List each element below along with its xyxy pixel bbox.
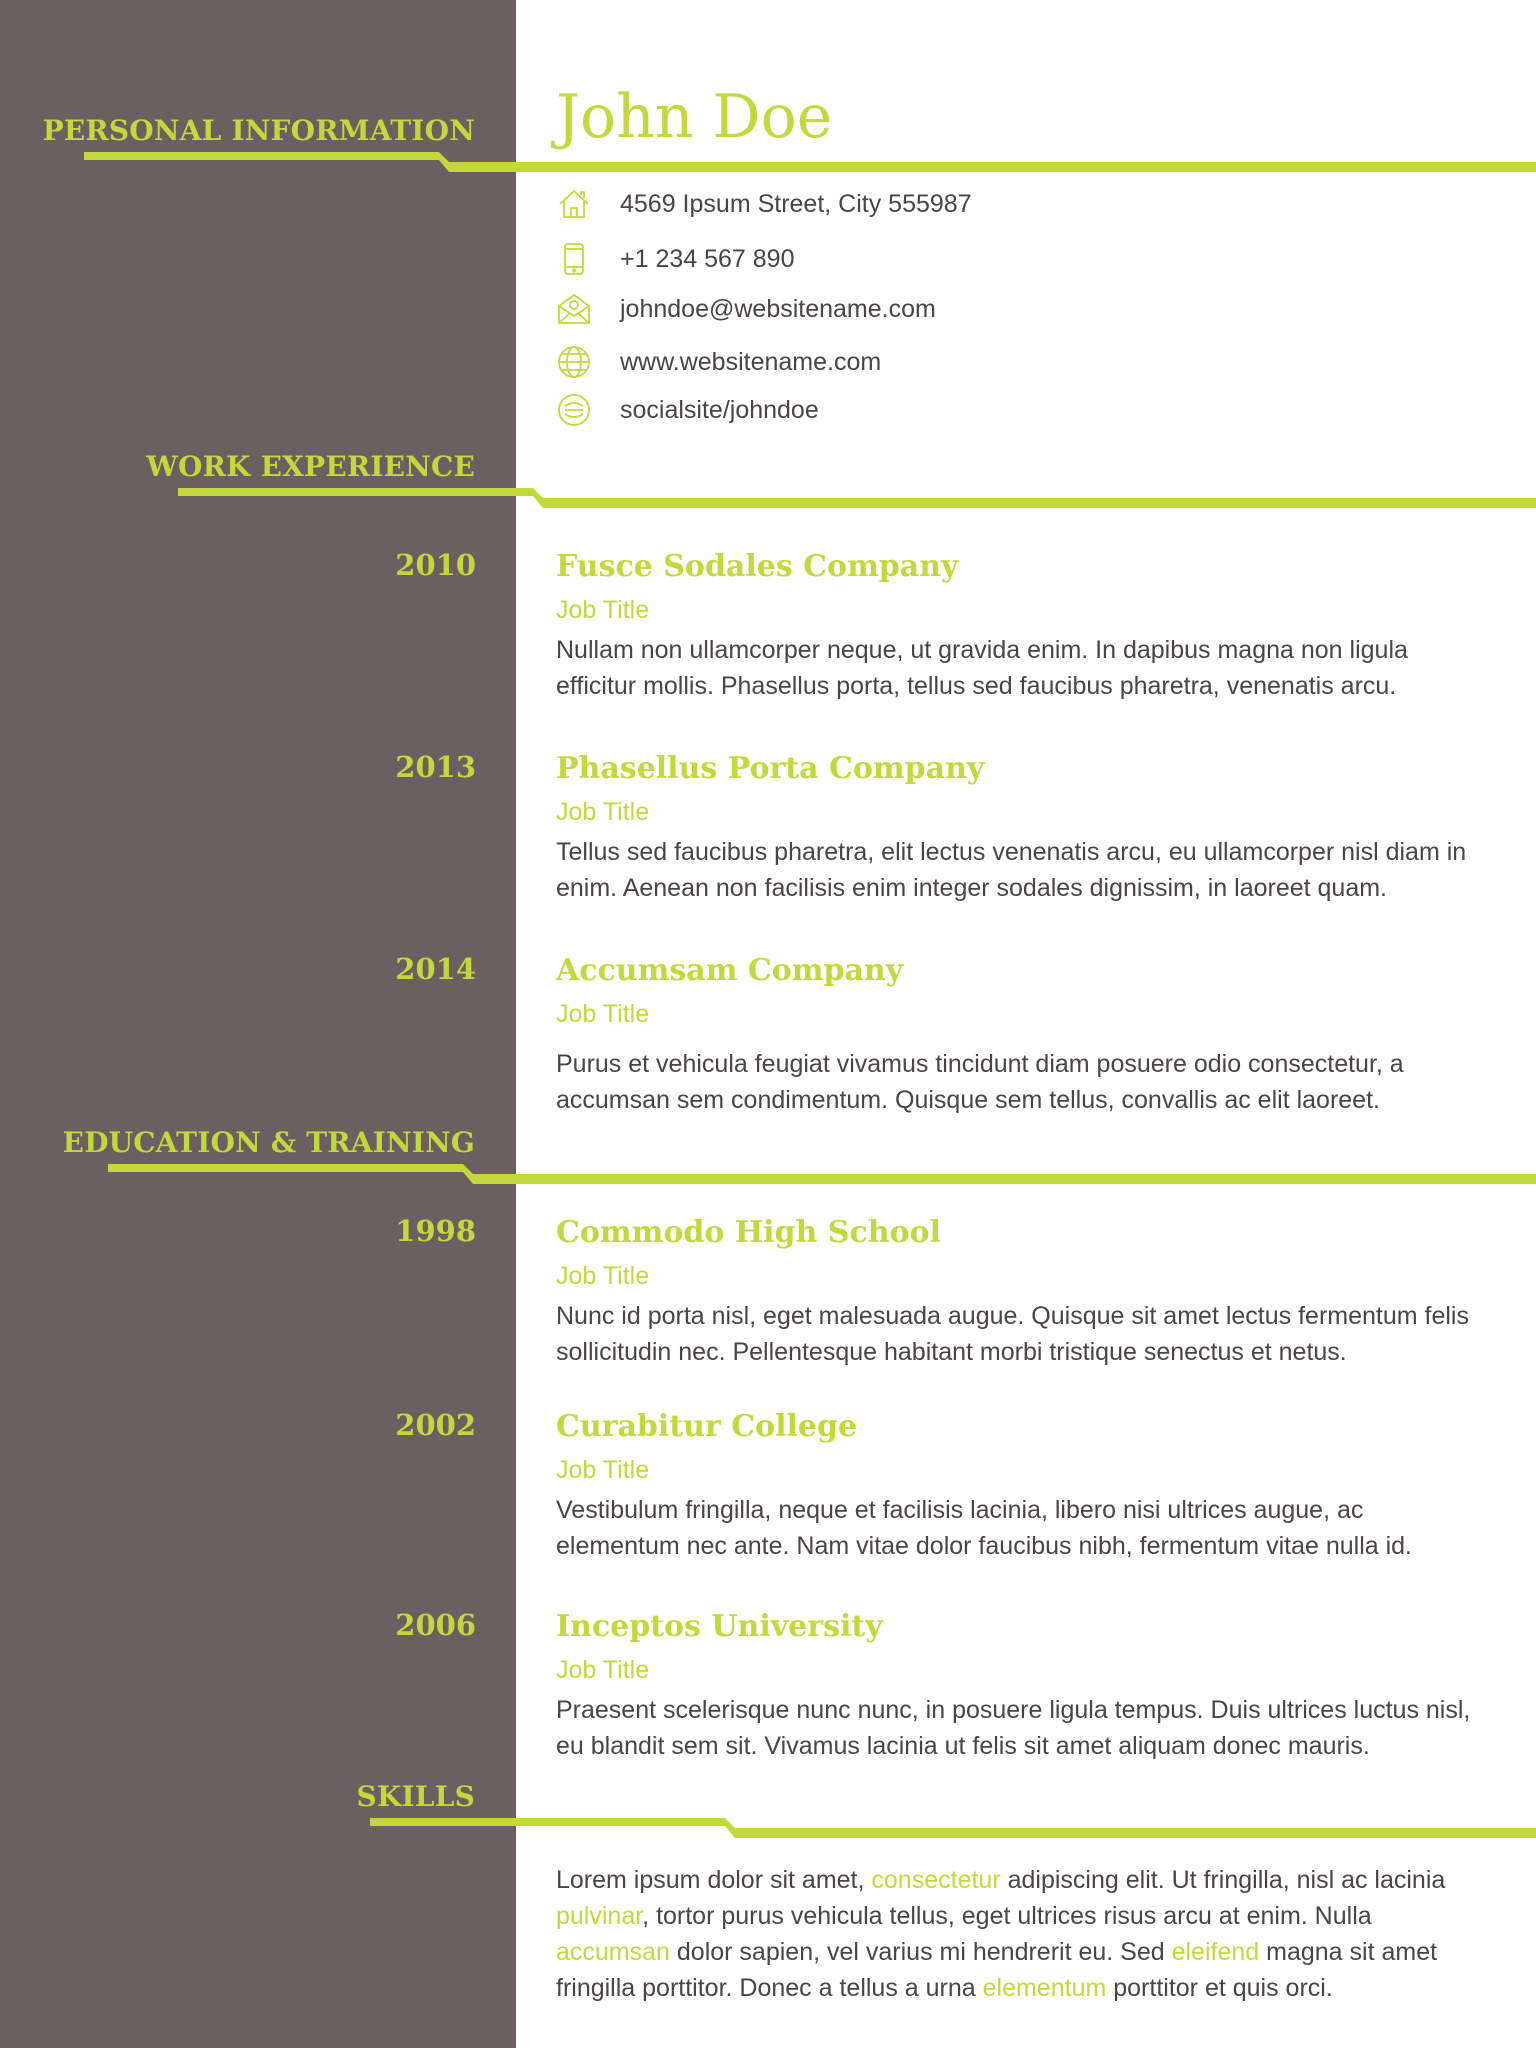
school-name: Curabitur College <box>556 1409 858 1444</box>
education-year: 2006 <box>395 1608 476 1642</box>
work-entry <box>556 546 1516 704</box>
education-year: 2002 <box>395 1408 476 1442</box>
social-icon <box>556 392 592 428</box>
skills-keyword: eleifend <box>1171 1938 1260 1966</box>
social-text[interactable]: socialsite/johndoe <box>620 396 819 424</box>
job-title: Job Title <box>556 1456 650 1484</box>
globe-icon <box>556 344 592 380</box>
job-title: Job Title <box>556 1262 650 1290</box>
skills-text: Lorem ipsum dolor sit amet, <box>556 1866 872 1894</box>
company-name: Fusce Sodales Company <box>556 549 959 584</box>
job-description: Purus et vehicula feugiat vivamus tincidunt diam posuere odio consectetur, a accumsan sem condimentum. Quisque sem tellus, convallis ac elit laoreet. <box>556 1050 1404 1114</box>
company-name: Phasellus Porta Company <box>556 751 985 786</box>
job-description: Nullam non ullamcorper neque, ut gravida enim. In dapibus magna non ligula efficitur mollis. Phasellus porta, tellus sed faucibus pharetra, venenatis arcu. <box>556 636 1408 700</box>
job-title: Job Title <box>556 1000 650 1028</box>
school-name: Commodo High School <box>556 1215 941 1250</box>
section-title-skills: SKILLS <box>356 1780 475 1813</box>
section-title-education: EDUCATION & TRAINING <box>62 1126 475 1159</box>
skills-keyword: accumsan <box>556 1938 670 1966</box>
email-icon <box>556 291 592 327</box>
skills-keyword: elementum <box>982 1974 1107 2002</box>
job-description: Tellus sed faucibus pharetra, elit lectus venenatis arcu, eu ullamcorper nisl diam in enim. Aenean non facilisis enim integer sodales dignissim, in laoreet quam. <box>556 838 1467 902</box>
sidebar <box>0 0 516 2048</box>
candidate-name: John Doe <box>556 82 833 152</box>
work-entry <box>556 748 1516 906</box>
education-entry <box>556 1606 1516 1764</box>
website-text[interactable]: www.websitename.com <box>620 348 882 376</box>
company-name: Accumsam Company <box>556 953 904 988</box>
phone-icon <box>556 241 592 277</box>
skills-paragraph <box>556 1862 1486 2006</box>
education-description: Vestibulum fringilla, neque et facilisis lacinia, libero nisi ultrices augue, ac elementum nec ante. Nam vitae dolor faucibus nibh, fermentum vitae nulla id. <box>556 1496 1413 1560</box>
skills-text: adipiscing elit. Ut fringilla, nisl ac lacinia <box>1000 1866 1446 1894</box>
job-title: Job Title <box>556 596 650 624</box>
education-year: 1998 <box>395 1214 476 1248</box>
skills-text: dolor sapien, vel varius mi hendrerit eu. Sed <box>669 1938 1172 1966</box>
section-title-work: WORK EXPERIENCE <box>146 450 475 483</box>
education-entry <box>556 1406 1516 1564</box>
phone-text: +1 234 567 890 <box>620 245 795 273</box>
home-icon <box>556 186 592 222</box>
education-description: Nunc id porta nisl, eget malesuada augue. Quisque sit amet lectus fermentum felis sollicitudin nec. Pellentesque habitant morbi tristique senectus et netus. <box>556 1302 1469 1366</box>
work-entry <box>556 950 1516 1118</box>
job-title: Job Title <box>556 1656 650 1684</box>
education-description: Praesent scelerisque nunc nunc, in posuere ligula tempus. Duis ultrices luctus nisl, eu blandit sem sit. Vivamus lacinia ut felis sit amet aliquam donec mauris. <box>556 1696 1471 1760</box>
work-year: 2013 <box>395 750 476 784</box>
work-year: 2010 <box>395 548 476 582</box>
email-text[interactable]: johndoe@websitename.com <box>620 295 936 323</box>
education-entry <box>556 1212 1516 1370</box>
skills-keyword: pulvinar <box>556 1902 643 1930</box>
section-title-personal: PERSONAL INFORMATION <box>42 114 475 147</box>
job-title: Job Title <box>556 798 650 826</box>
section-divider-skills <box>370 1818 1536 1838</box>
skills-text: , tortor purus vehicula tellus, eget ultrices risus arcu at enim. Nulla <box>642 1902 1372 1930</box>
work-year: 2014 <box>395 952 476 986</box>
address-text: 4569 Ipsum Street, City 555987 <box>620 190 972 218</box>
skills-keyword: consectetur <box>871 1866 1001 1894</box>
skills-text: magna sit amet fringilla porttitor. Donec a tellus a urna <box>556 1938 1438 2002</box>
school-name: Inceptos University <box>556 1609 883 1644</box>
skills-text: porttitor et quis orci. <box>1106 1974 1333 2002</box>
